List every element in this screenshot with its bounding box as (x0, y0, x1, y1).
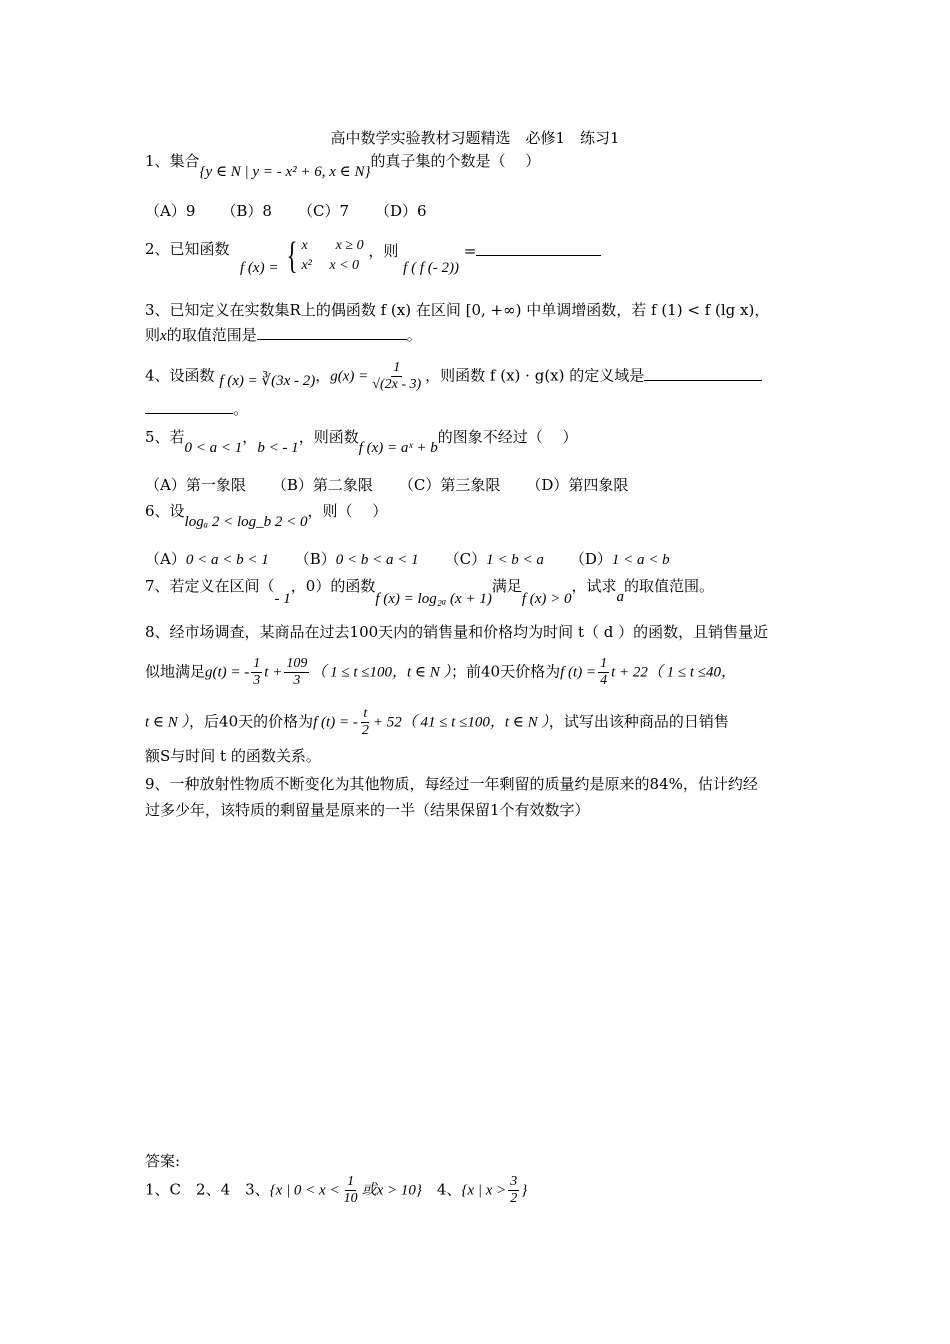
question-2: 2、已知函数 (145, 240, 230, 258)
option-b: （B）8 (221, 202, 272, 220)
question-8-line-4: 额S与时间 t 的函数关系。 (145, 747, 321, 765)
question-4-continued: 。 (145, 398, 248, 420)
q2-answer-blank (476, 241, 601, 256)
q6-condition: logₐ 2 < log_b 2 < 0 (184, 514, 308, 530)
question-4: 4、设函数 f (x) = ∛(3x - 2)，g(x) = $\frac{1}{√(2x - 3)}$ ，则函数 f (x) · g(x) 的定义域是 (145, 360, 762, 393)
q4-answer-blank-2 (145, 399, 233, 414)
option-c: （C）7 (297, 202, 349, 220)
question-5-options (145, 474, 654, 496)
question-6: 6、设logₐ 2 < log_b 2 < 0，则（ ） (145, 502, 388, 530)
option-d: （D）第四象限 (526, 476, 629, 494)
q2-piecewise-function: f (x) = { x x ≥ 0 x² x < 0 ，则 f ( f (- 2)) = (240, 236, 601, 276)
question-1-options (145, 200, 453, 222)
q3-answer-blank (257, 325, 407, 340)
question-9-line-2: 过多少年，该特质的剩留量是原来的一半（结果保留1个有效数字） (145, 801, 590, 819)
option-d: （D）1 < a < b (569, 550, 670, 568)
question-1: 1、集合{y ∈ N | y = - x² + 6, x ∈ N}的真子集的个数是（ ） (145, 152, 541, 180)
q4-answer-blank-1 (644, 366, 762, 381)
option-c: （C）第三象限 (398, 476, 501, 494)
question-8-line-2: 似地满足g(t) = - $\frac{1}{3}$ t + $\frac{109}{3}$ （ 1 ≤ t ≤100，t ∈ N ）；前40天价格为f (t) = $\frac{1}{4}$ t + 22（ 1 ≤ t ≤40， (145, 656, 736, 688)
answers-heading: 答案: (145, 1152, 181, 1170)
q5-function: f (x) = aˣ + b (358, 440, 438, 456)
q4-g-fraction: $\frac{1}{√(2x - 3)}$ (372, 360, 422, 392)
option-d: （D）6 (375, 202, 427, 220)
option-a: （A）0 < a < b < 1 (145, 550, 269, 568)
q2-case-2: x² x < 0 (301, 258, 360, 273)
question-3-line-1: 3、已知定义在实数集R上的偶函数 f (x) 在区间 [0, +∞) 中单调增函数，若 f (1) < f (lg x)， (145, 301, 770, 319)
q7-function: f (x) = log₂ₐ (x + 1) (375, 591, 492, 607)
question-5: 5、若0 < a < 1，b < - 1，则函数f (x) = aˣ + b的图象不经过（ ） (145, 428, 578, 456)
question-7: 7、若定义在区间（- 1，0）的函数f (x) = log₂ₐ (x + 1)满足f (x) > 0，试求a的取值范围。 (145, 577, 715, 607)
option-b: （B）第二象限 (271, 476, 373, 494)
option-a: （A）9 (145, 202, 196, 220)
page-title: 高中数学实验教材习题精选 必修1 练习1 (330, 129, 620, 147)
q4-f-expression: f (x) = ∛(3x - 2) (219, 372, 316, 389)
q1-set-expression: {y ∈ N | y = - x² + 6, x ∈ N} (199, 164, 371, 180)
question-9-line-1: 9、一种放射性物质不断变化为其他物质，每经过一年剩留的质量约是原来的84%，估计约经 (145, 775, 758, 793)
q2-expression: f ( f (- 2)) (403, 260, 459, 276)
q2-case-1: x x ≥ 0 (301, 238, 364, 253)
option-b: （B）0 < b < a < 1 (294, 550, 419, 568)
question-6-options (145, 548, 696, 571)
question-8-line-3: t ∈ N ），后40天的价格为f (t) = - $\frac{t}{2}$ + 52（ 41 ≤ t ≤100，t ∈ N ），试写出该种商品的日销售 (145, 706, 729, 738)
answers-line: 1、C 2、4 3、{x | 0 < x < $\frac{1}{10}$ 或x > 10} 4、{x | x > $\frac{3}{2}$ } (145, 1174, 528, 1206)
option-a: （A）第一象限 (145, 476, 246, 494)
option-c: （C）1 < b < a (444, 550, 544, 568)
question-3-line-2: 则x的取值范围是 。 (145, 326, 422, 344)
question-8-line-1: 8、经市场调查，某商品在过去100天内的销售量和价格均为时间 t（ d ）的函数，且销售量近 (145, 623, 769, 641)
left-brace: { (286, 235, 298, 277)
